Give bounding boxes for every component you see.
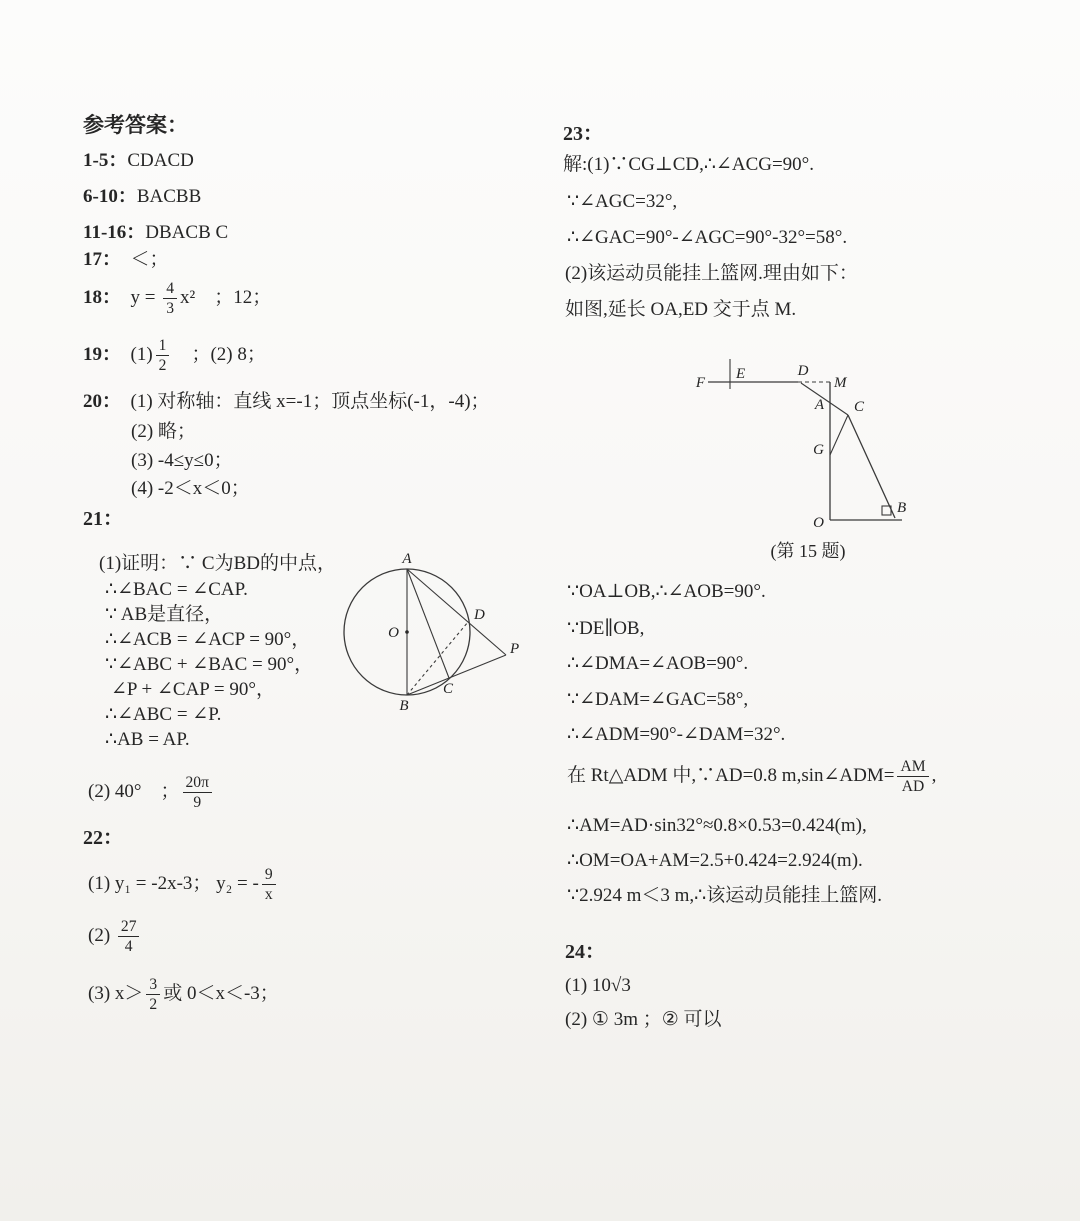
answer-20-1: 20： (1) 对称轴：直线 x=-1；顶点坐标(-1，-4)；: [83, 391, 490, 412]
point-label-c: C: [442, 681, 454, 697]
solution-23-line-3: ∴∠GAC=90°-∠AGC=90°-32°=58°.: [567, 227, 848, 248]
point-label-o: O: [813, 515, 824, 531]
point-label-f: F: [695, 375, 705, 391]
line-cg: [830, 415, 848, 455]
answer-18: 18： y = $\frac{4}{3}$ x² ；12；: [83, 280, 272, 318]
solution-23-line-14: ∵2.924 m＜3 m,∴该运动员能挂上篮网.: [567, 885, 882, 906]
point-label-g: G: [813, 442, 824, 458]
point-label-b: B: [897, 500, 907, 516]
point-label-b: B: [399, 698, 409, 714]
proof-line-5: ∵∠ABC + ∠BAC = 90°，: [105, 654, 314, 675]
point-label-a: A: [402, 551, 412, 567]
answer-22-1: (1) y₁ = -2x-3； y₂ = - $\frac{9}{x}$: [88, 866, 279, 904]
proof-line-3: ∵ AB是直径，: [105, 604, 224, 625]
solution-23-line-13: ∴OM=OA+AM=2.5+0.424=2.924(m).: [567, 850, 863, 871]
proof-line-7: ∴∠ABC = ∠P.: [105, 704, 222, 725]
point-label-m: M: [834, 375, 847, 391]
proof-line-4: ∴∠ACB = ∠ACP = 90°，: [105, 629, 311, 650]
proof-line-6: ∠P + ∠CAP = 90°，: [111, 679, 275, 700]
answer-21-2: (2) 40° ； $\frac{20\pi}{9}$: [88, 774, 215, 812]
problem-23-heading: 23：: [563, 123, 603, 145]
line-b-c-p: [407, 655, 506, 695]
answer-19: 19： (1) $\frac{1}{2}$ ；(2) 8；: [83, 337, 266, 375]
right-column: [563, 122, 1033, 1142]
solution-23-line-7: ∵DE∥OB,: [567, 618, 645, 639]
solution-23-line-1: 解:(1)∵CG⊥CD,∴∠ACG=90°.: [563, 154, 815, 175]
answer-17: 17： ＜；: [83, 249, 169, 270]
answer-20-3: (3) -4≤y≤0；: [131, 450, 233, 471]
point-label-e: E: [736, 366, 746, 382]
solution-23-line-11: 在 Rt△ADM 中,∵AD=0.8 m,sin∠ADM= $\frac{AM}{AD}$ ,: [567, 758, 937, 796]
solution-23-line-10: ∴∠ADM=90°-∠DAM=32°.: [567, 724, 786, 745]
chord-ac: [407, 569, 449, 678]
hoop-diagram: [648, 337, 963, 542]
proof-line-1: (1)证明：∵ C为BD的中点，: [99, 553, 336, 574]
solution-23-line-8: ∴∠DMA=∠AOB=90°.: [567, 653, 749, 674]
problem-21-heading: 21：: [83, 508, 123, 530]
line-a-d-p: [407, 569, 506, 655]
answers-6-10: 6-10：BACBB: [83, 186, 202, 207]
solution-23-line-12: ∴AM=AD·sin32°≈0.8×0.53=0.424(m),: [567, 815, 867, 836]
point-label-c: C: [854, 399, 865, 415]
solution-23-line-9: ∵∠DAM=∠GAC=58°,: [567, 689, 749, 710]
answer-22-3: (3) x＞ $\frac{3}{2}$ 或 0＜x＜-3；: [88, 976, 279, 1014]
solution-23-line-6: ∵OA⊥OB,∴∠AOB=90°.: [567, 581, 766, 602]
dotted-chord-bd: [407, 622, 468, 695]
solution-23-line-5: 如图,延长 OA,ED 交于点 M.: [565, 299, 797, 320]
problem-22-heading: 22：: [83, 827, 123, 849]
answer-20-4: (4) -2＜x＜0；: [131, 478, 250, 499]
answer-22-2: (2) $\frac{27}{4}$: [88, 918, 142, 956]
solution-23-line-4: (2)该运动员能挂上篮网.理由如下：: [565, 263, 858, 284]
answer-24-2: (2) ① 3m ；② 可以: [565, 1009, 722, 1030]
answers-1-5: 1-5：CDACD: [83, 150, 194, 171]
left-column: [83, 112, 523, 1112]
point-label-p: P: [510, 641, 520, 657]
answer-24-1: (1) 10√3: [565, 975, 631, 996]
solution-23-line-2: ∵∠AGC=32°,: [567, 191, 678, 212]
point-label-d: D: [797, 363, 809, 379]
circle-diagram: [336, 550, 526, 722]
problem-24-heading: 24：: [565, 941, 605, 963]
answers-11-16: 11-16：DBACB C: [83, 222, 229, 243]
figure-caption: (第 15 题): [770, 541, 846, 561]
point-label-d: D: [474, 607, 485, 623]
line-cb: [848, 415, 895, 518]
point-label-o: O: [388, 625, 399, 641]
point-label-a: A: [814, 397, 824, 413]
page-title: 参考答案：: [83, 113, 188, 137]
center-point-o: [405, 630, 409, 634]
proof-line-2: ∴∠BAC = ∠CAP.: [105, 579, 248, 600]
answer-20-2: (2) 略；: [131, 421, 196, 442]
proof-line-8: ∴AB = AP.: [105, 729, 190, 750]
